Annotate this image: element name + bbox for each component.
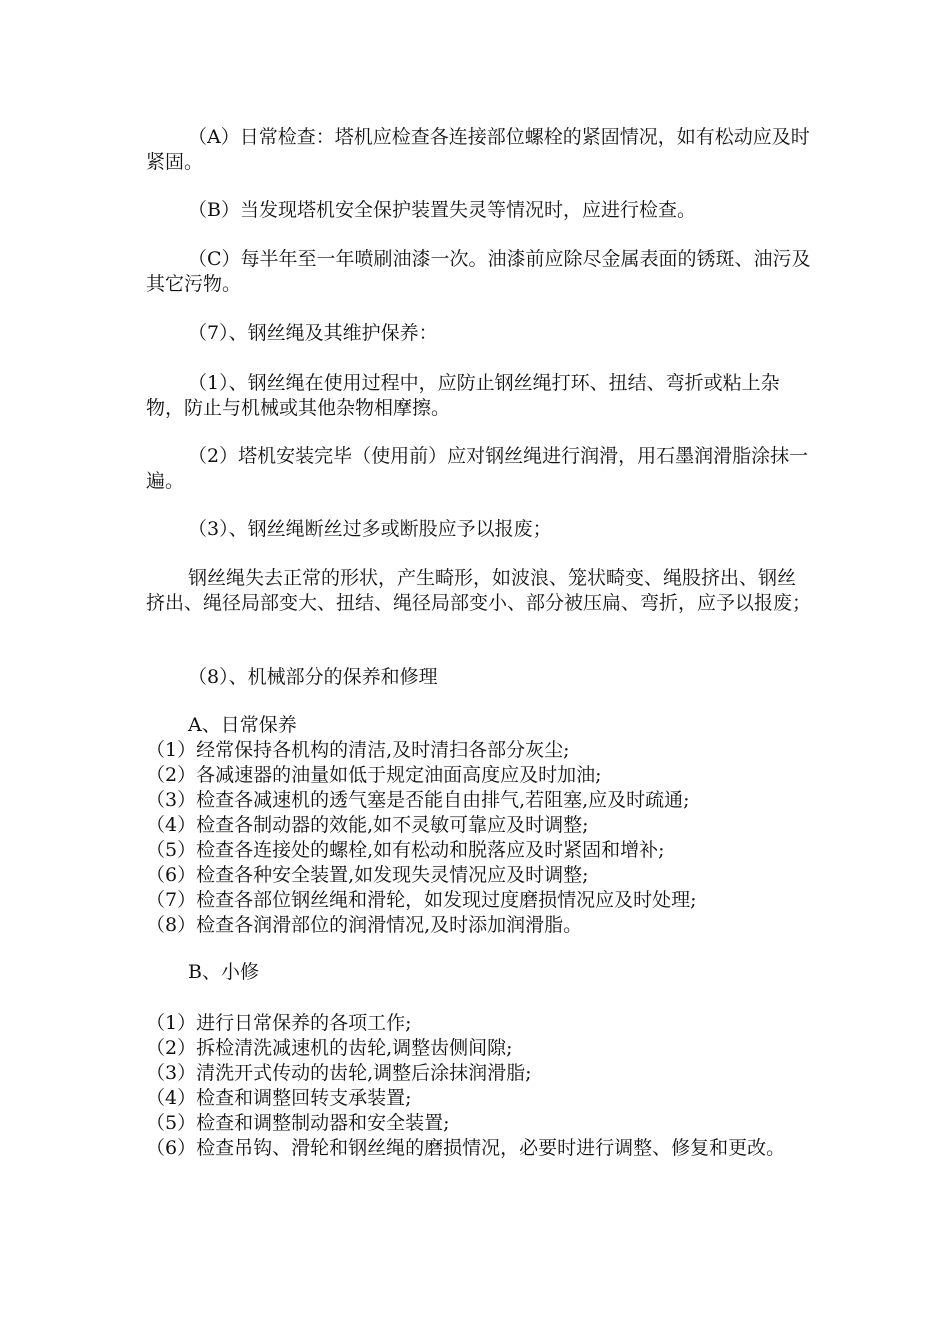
daily-maintenance-heading: A、日常保养 xyxy=(188,714,297,736)
minor-repair-heading-block xyxy=(146,960,814,985)
paragraph-rope-3: （3）、钢丝绳断丝过多或断股应予以报废； xyxy=(188,518,552,540)
list-item: （5）检查和调整制动器和安全装置; xyxy=(146,1112,450,1134)
list-item: （6）检查吊钩、滑轮和钢丝绳的磨损情况，必要时进行调整、修复和更改。 xyxy=(146,1137,786,1159)
list-item: （2）各减速器的油量如低于规定油面高度应及时加油; xyxy=(146,764,602,786)
list-item: （5）检查各连接处的螺栓,如有松动和脱落应及时紧固和增补; xyxy=(146,839,665,861)
list-item: （3）检查各减速机的透气塞是否能自由排气,若阻塞,应及时疏通; xyxy=(146,789,690,811)
paragraph-a-daily-check: （A）日常检查：塔机应检查各连接部位螺栓的紧固情况，如有松动应及时紧固。 xyxy=(146,126,810,173)
paragraph-b-safety-check: （B）当发现塔机安全保护装置失灵等情况时，应进行检查。 xyxy=(188,199,696,221)
list-item: （1）进行日常保养的各项工作; xyxy=(146,1012,412,1034)
paragraph-c-painting: （C）每半年至一年喷刷油漆一次。油漆前应除尽金属表面的锈斑、油污及其它污物。 xyxy=(146,248,811,295)
paragraph-rope-2: （2）塔机安装完毕（使用前）应对钢丝绳进行润滑，用石墨润滑脂涂抹一遍。 xyxy=(146,445,809,492)
list-item: （4）检查和调整回转支承装置; xyxy=(146,1087,412,1109)
minor-repair-section xyxy=(146,1011,814,1161)
paragraph-rope-1: （1）、钢丝绳在使用过程中，应防止钢丝绳打环、扭结、弯折或粘上杂物，防止与机械或其他杂物相摩擦。 xyxy=(146,372,780,419)
list-item: （8）检查各润滑部位的润滑情况,及时添加润滑脂。 xyxy=(146,914,583,936)
paragraph-rope-scrap: 钢丝绳失去正常的形状，产生畸形，如波浪、笼状畸变、绳股挤出、钢丝挤出、绳径局部变大、扭结、绳径局部变小、部分被压扁、弯折，应予以报废； xyxy=(146,567,812,614)
daily-maintenance-section xyxy=(146,713,814,938)
section-8-heading: （8）、机械部分的保养和修理 xyxy=(188,666,438,688)
list-item: （4）检查各制动器的效能,如不灵敏可靠应及时调整; xyxy=(146,814,589,836)
minor-repair-heading: B、小修 xyxy=(188,961,259,983)
list-item: （6）检查各种安全装置,如发现失灵情况应及时调整; xyxy=(146,864,589,886)
list-item: （7）检查各部位钢丝绳和滑轮，如发现过度磨损情况应及时处理; xyxy=(146,889,697,911)
section-7-heading: （7）、钢丝绳及其维护保养： xyxy=(188,322,438,344)
list-item: （1）经常保持各机构的清洁,及时清扫各部分灰尘; xyxy=(146,739,570,761)
list-item: （2）拆检清洗减速机的齿轮,调整齿侧间隙; xyxy=(146,1037,513,1059)
list-item: （3）清洗开式传动的齿轮,调整后涂抹润滑脂; xyxy=(146,1062,532,1084)
